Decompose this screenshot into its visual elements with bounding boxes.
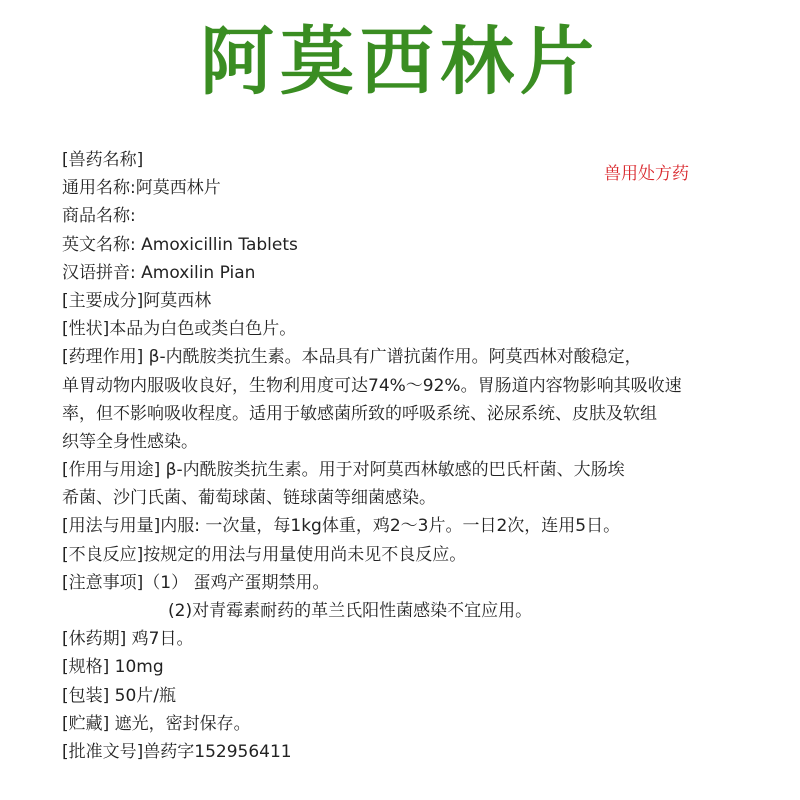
english-name: 英文名称: Amoxicillin Tablets <box>62 234 298 255</box>
label-body <box>62 146 752 766</box>
drug-name-header: [兽药名称] <box>62 150 144 170</box>
pharmacology-line-1: [药理作用] β-内酰胺类抗生素。本品具有广谱抗菌作用。阿莫西林对酸稳定， <box>62 347 642 368</box>
specification: [规格] 10mg <box>62 657 164 678</box>
adverse-reactions: [不良反应]按规定的用法与用量使用尚未见不良反应。 <box>62 544 467 565</box>
indication-line-2: 希菌、沙门氏菌、葡萄球菌、链球菌等细菌感染。 <box>62 488 436 509</box>
pharmacology-line-3: 率，但不影响吸收程度。适用于敏感菌所致的呼吸系统、泌尿系统、皮肤及软组 <box>62 403 657 424</box>
generic-name: 通用名称:阿莫西林片 <box>62 178 221 199</box>
main-ingredient: [主要成分]阿莫西林 <box>62 290 212 311</box>
character: [性状]本品为白色或类白色片。 <box>62 319 297 340</box>
pharmacology-line-4: 织等全身性感染。 <box>62 431 198 452</box>
approval-number: [批准文号]兽药字152956411 <box>62 741 292 762</box>
precaution-line-1: [注意事项]（1） 蛋鸡产蛋期禁用。 <box>62 572 330 593</box>
prescription-badge: 兽用处方药 <box>604 164 689 184</box>
package: [包装] 50片/瓶 <box>62 685 177 706</box>
dosage: [用法与用量]内服: 一次量，每1kg体重，鸡2～3片。一日2次，连用5日。 <box>62 516 621 537</box>
product-title: 阿莫西林片 <box>200 19 600 105</box>
precaution-line-2: (2)对青霉素耐药的革兰氏阳性菌感染不宜应用。 <box>168 601 533 621</box>
storage: [贮藏] 遮光，密封保存。 <box>62 713 251 734</box>
indication-line-1: [作用与用途] β-内酰胺类抗生素。用于对阿莫西林敏感的巴氏杆菌、大肠埃 <box>62 460 625 481</box>
withdrawal-period: [休药期] 鸡7日。 <box>62 629 194 650</box>
pinyin-name: 汉语拼音: Amoxilin Pian <box>62 262 256 283</box>
pharmacology-line-2: 单胃动物内服吸收良好，生物利用度可达74%～92%。胃肠道内容物影响其吸收速 <box>62 375 682 396</box>
trade-name: 商品名称: <box>62 206 136 227</box>
